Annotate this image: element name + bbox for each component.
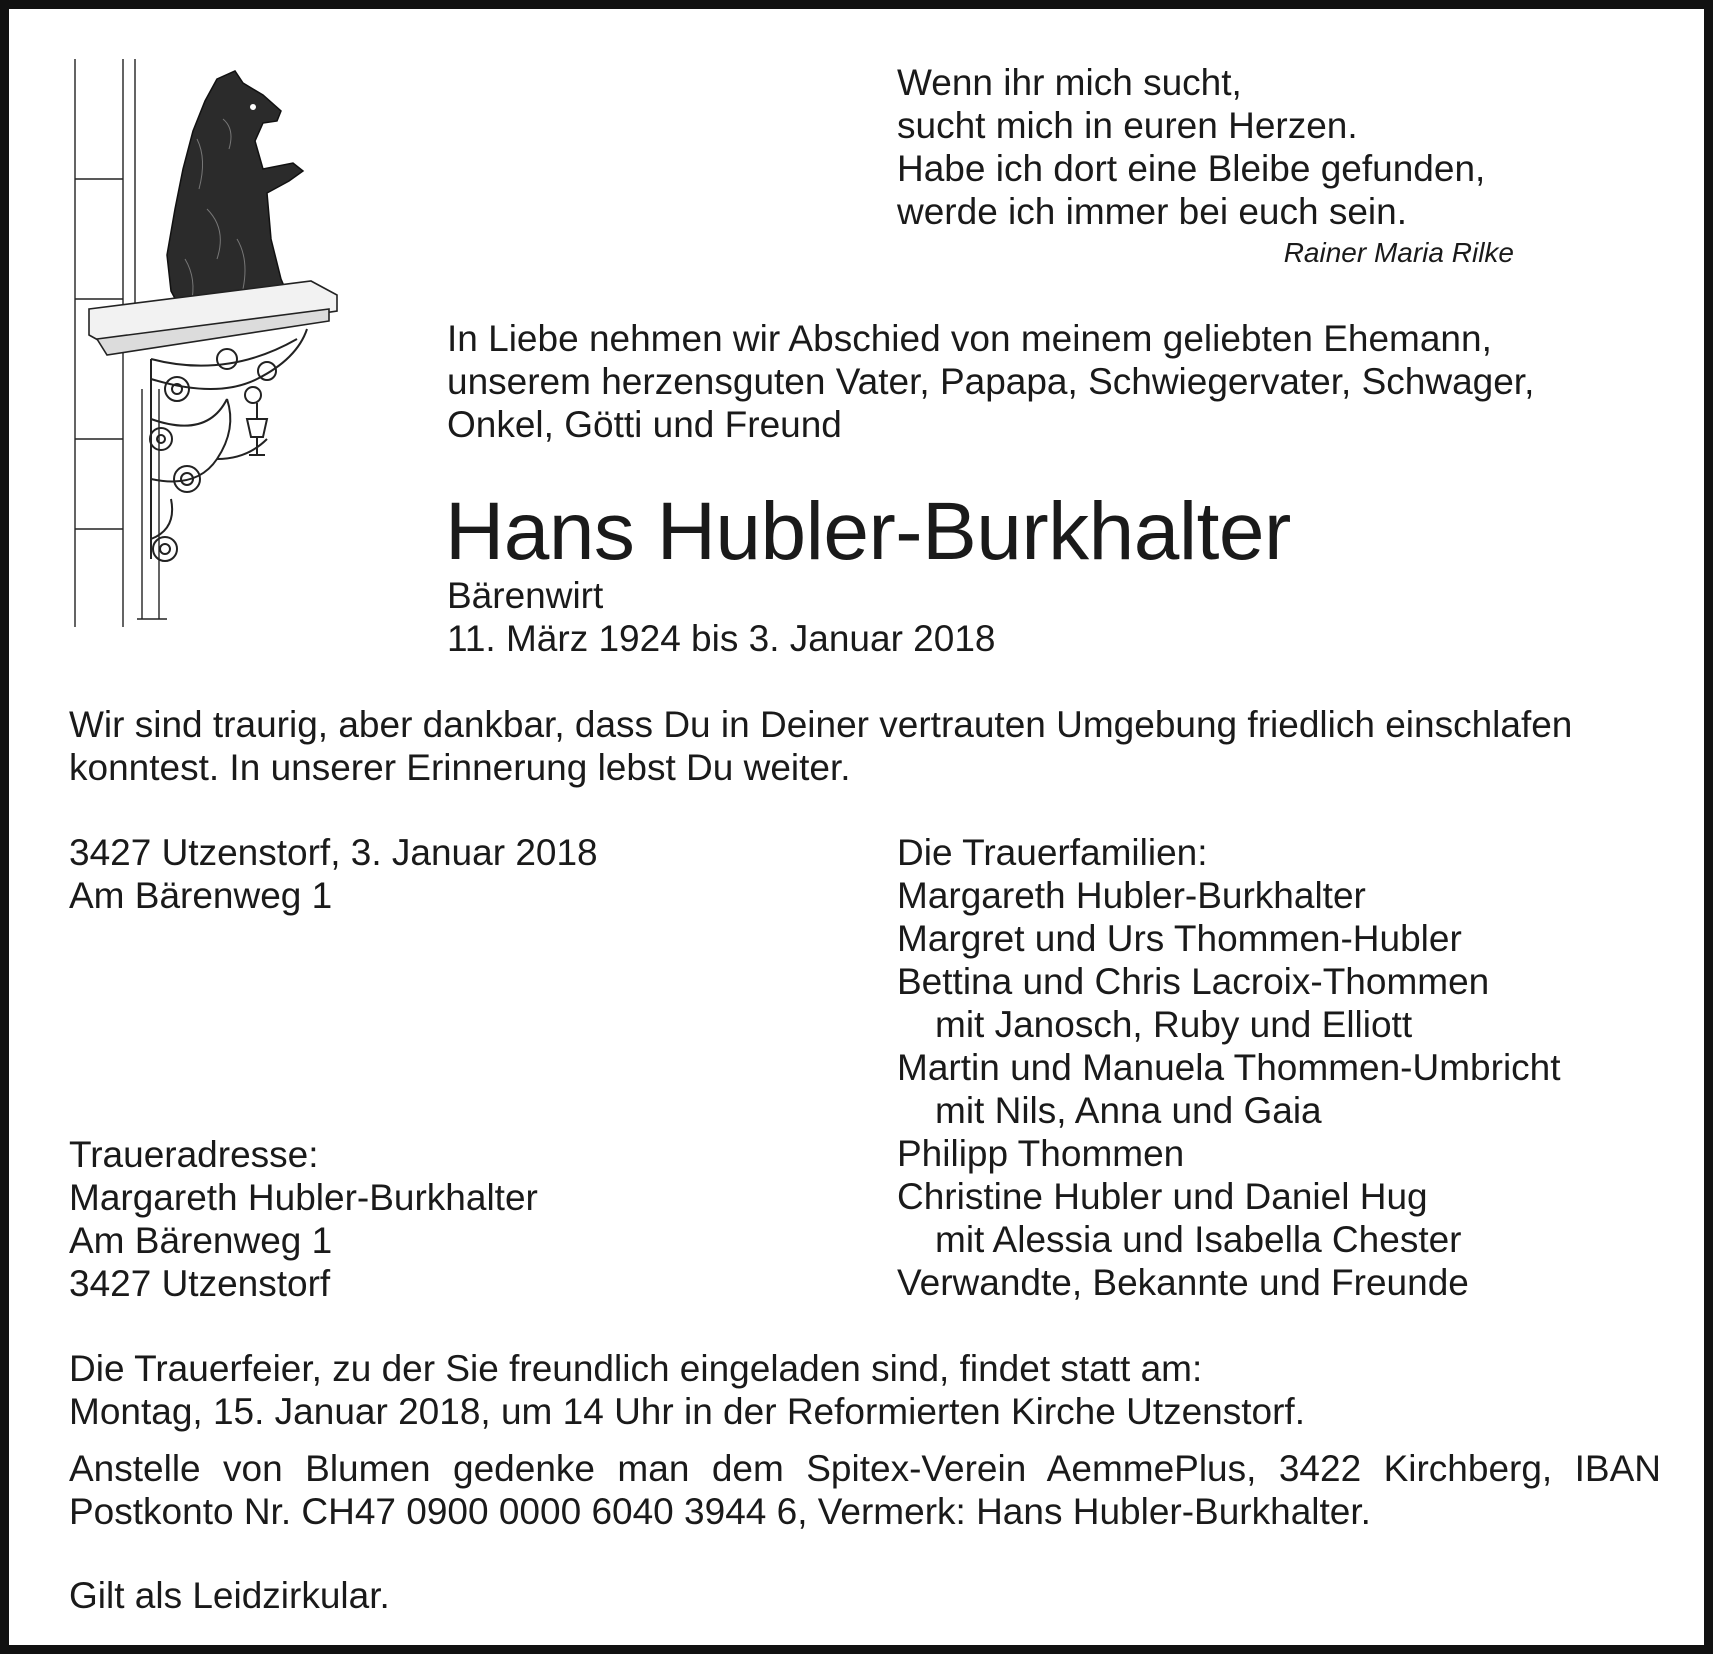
families-heading: Die Trauerfamilien: bbox=[897, 832, 1208, 873]
street-text: Am Bärenweg 1 bbox=[69, 875, 333, 916]
family-line: mit Alessia und Isabella Chester bbox=[935, 1219, 1462, 1260]
poem-line: werde ich immer bei euch sein. bbox=[897, 191, 1407, 232]
family-line: Bettina und Chris Lacroix-Thommen bbox=[897, 961, 1490, 1002]
life-dates-text: 11. März 1924 bis 3. Januar 2018 bbox=[447, 618, 996, 659]
family-line: Philipp Thommen bbox=[897, 1133, 1185, 1174]
mourning-address-name: Margareth Hubler-Burkhalter bbox=[69, 1177, 538, 1218]
closing-note bbox=[69, 1574, 390, 1617]
statement-line: Wir sind traurig, aber dankbar, dass Du in Deiner vertrauten Umgebung friedlich einschlafen bbox=[69, 704, 1573, 745]
donation-line: Anstelle von Blumen gedenke man dem Spitex-Verein AemmePlus, 3422 Kirchberg, IBAN bbox=[69, 1448, 1661, 1489]
donation-info bbox=[69, 1447, 1661, 1533]
home-address bbox=[69, 874, 332, 917]
family-line: Margareth Hubler-Burkhalter bbox=[897, 875, 1366, 916]
intro-line: In Liebe nehmen wir Abschied von meinem geliebten Ehemann, bbox=[447, 318, 1492, 359]
poem-line: Wenn ihr mich sucht, bbox=[897, 62, 1242, 103]
poem bbox=[897, 61, 1485, 233]
mourning-families bbox=[897, 831, 1561, 1304]
donation-line: Postkonto Nr. CH47 0900 0000 6040 3944 6, Vermerk: Hans Hubler-Burkhalter. bbox=[69, 1491, 1371, 1532]
closing-text: Gilt als Leidzirkular. bbox=[69, 1575, 390, 1616]
family-line: Christine Hubler und Daniel Hug bbox=[897, 1176, 1428, 1217]
service-line: Die Trauerfeier, zu der Sie freundlich eingeladen sind, findet statt am: bbox=[69, 1348, 1203, 1389]
mourning-address-street: Am Bärenweg 1 bbox=[69, 1220, 333, 1261]
family-line: Martin und Manuela Thommen-Umbricht bbox=[897, 1047, 1561, 1088]
intro-line: Onkel, Götti und Freund bbox=[447, 404, 842, 445]
mourning-address-city: 3427 Utzenstorf bbox=[69, 1263, 331, 1304]
deceased-name: Hans Hubler-Burkhalter bbox=[445, 486, 1291, 577]
family-line: mit Nils, Anna und Gaia bbox=[935, 1090, 1322, 1131]
poem-line: sucht mich in euren Herzen. bbox=[897, 105, 1358, 146]
occupation-text: Bärenwirt bbox=[447, 575, 604, 616]
place-date bbox=[69, 831, 598, 874]
mourning-address-label: Traueradresse: bbox=[69, 1134, 319, 1175]
family-line: Verwandte, Bekannte und Freunde bbox=[897, 1262, 1469, 1303]
poem-line: Habe ich dort eine Bleibe gefunden, bbox=[897, 148, 1486, 189]
statement-line: konntest. In unserer Erinnerung lebst Du weiter. bbox=[69, 747, 851, 788]
place-date-text: 3427 Utzenstorf, 3. Januar 2018 bbox=[69, 832, 598, 873]
service-line: Montag, 15. Januar 2018, um 14 Uhr in der Reformierten Kirche Utzenstorf. bbox=[69, 1391, 1305, 1432]
deceased-occupation bbox=[447, 574, 603, 617]
mourning-address bbox=[69, 1133, 538, 1305]
bear-sculpture-illustration bbox=[67, 59, 367, 627]
family-line: Margret und Urs Thommen-Hubler bbox=[897, 918, 1462, 959]
farewell-intro bbox=[447, 317, 1534, 446]
funeral-service-info bbox=[69, 1347, 1305, 1433]
intro-line: unserem herzensguten Vater, Papapa, Schwiegervater, Schwager, bbox=[447, 361, 1535, 402]
life-dates bbox=[447, 617, 996, 660]
family-statement bbox=[69, 703, 1572, 789]
poem-author: Rainer Maria Rilke bbox=[1283, 237, 1514, 268]
family-line: mit Janosch, Ruby und Elliott bbox=[935, 1004, 1413, 1045]
